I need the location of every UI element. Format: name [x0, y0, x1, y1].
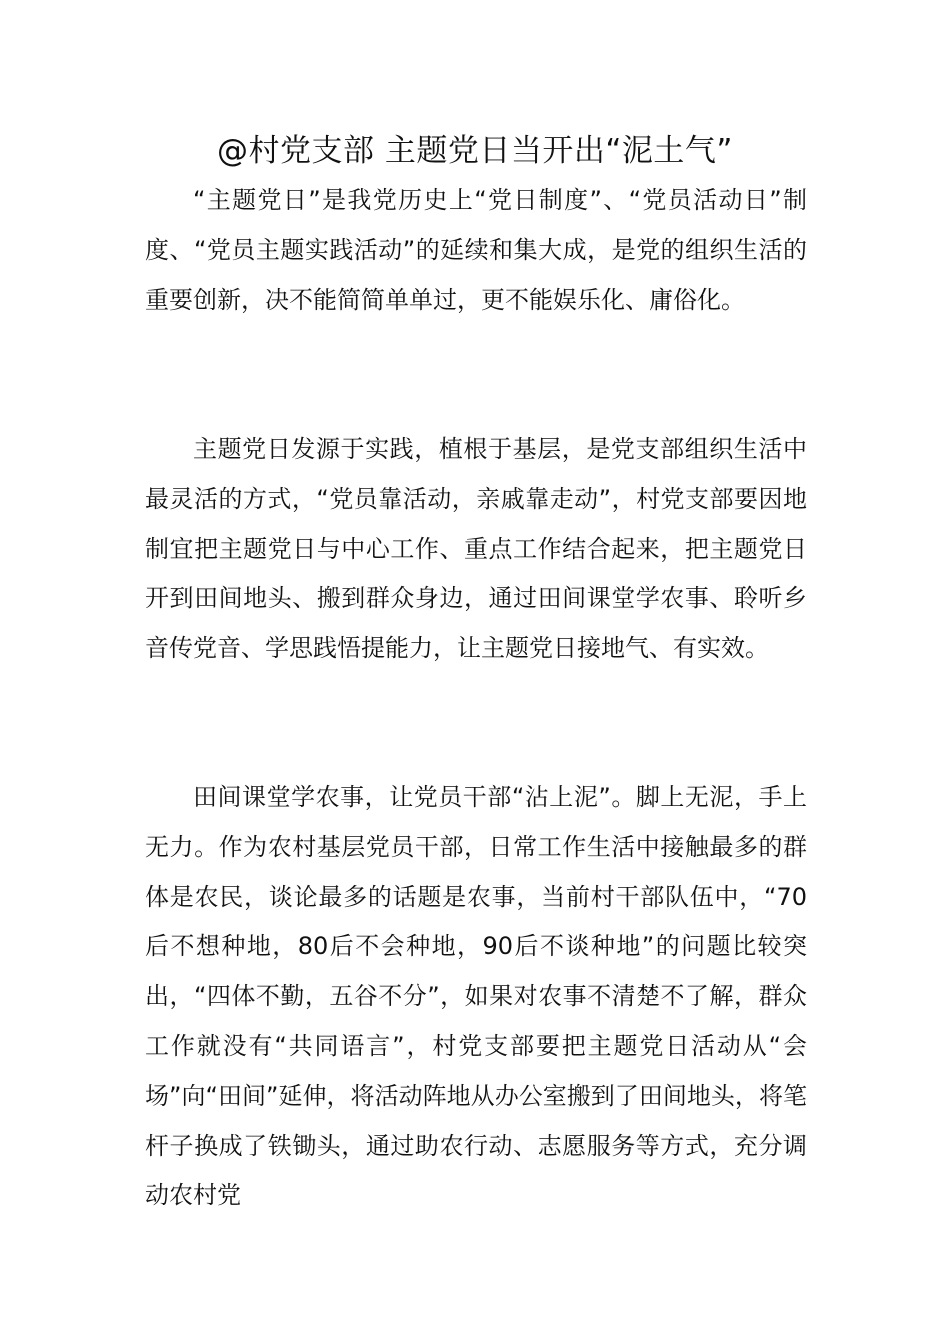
paragraph-block: [145, 773, 807, 1221]
paragraph-block: [145, 176, 807, 325]
paragraph-1: “主题党日”是我党历史上“党日制度”、“党员活动日”制度、“党员主题实践活动”的延续和集大成，是党的组织生活的重要创新，决不能简简单单过，更不能娱乐化、庸俗化。: [145, 186, 807, 314]
paragraph-3: 田间课堂学农事，让党员干部“沾上泥”。脚上无泥，手上无力。作为农村基层党员干部，日常工作生活中接触最多的群体是农民，谈论最多的话题是农事，当前村干部队伍中，“70后不想种地，80后不会种地，90后不谈种地”的问题比较突出，“四体不勤，五谷不分”，如果对农事不清楚不了解，群众工作就没有“共同语言”，村党支部要把主题党日活动从“会场”向“田间”延伸，将活动阵地从办公室搬到了田间地头，将笔杆子换成了铁锄头，通过助农行动、志愿服务等方式，充分调动农村党: [145, 783, 807, 1210]
paragraph-2: 主题党日发源于实践，植根于基层，是党支部组织生活中最灵活的方式，“党员靠活动，亲戚靠走动”，村党支部要因地制宜把主题党日与中心工作、重点工作结合起来，把主题党日开到田间地头、搬到群众身边，通过田间课堂学农事、聆听乡音传党音、学思践悟提能力，让主题党日接地气、有实效。: [145, 435, 807, 663]
paragraph-block: [145, 425, 807, 674]
document-title: @村党支部 主题党日当开出“泥土气”: [217, 133, 733, 169]
